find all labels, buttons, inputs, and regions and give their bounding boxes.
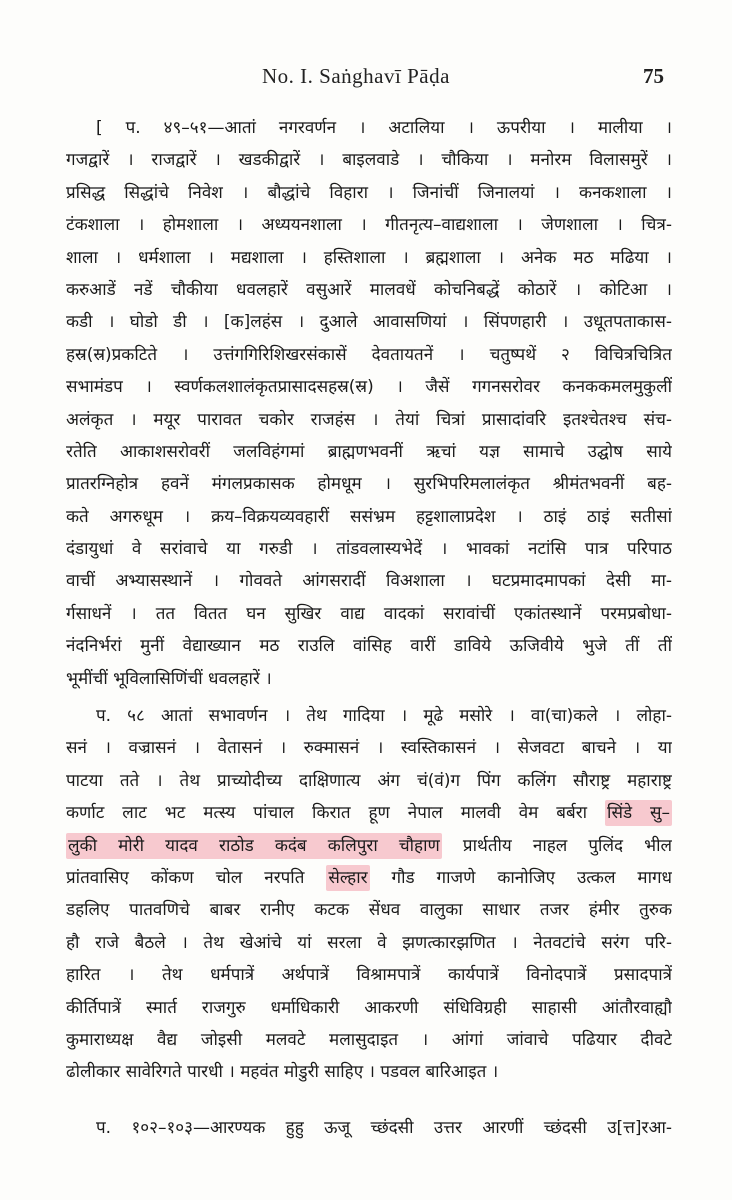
highlighted-text: सिंडे सु– bbox=[605, 800, 672, 826]
text-line: कते अगरुधूम । क्रय–विक्रयव्यवहारीं ससंभ्रम हट्टशालाप्रदेश । ठाइं ठाइं सतीसां bbox=[66, 506, 672, 527]
text-line: र्गसाधनें । तत वितत घन सुखिर वाद्य वादकां सरावांचीं एकांतस्थानें परमप्रबोधा- bbox=[66, 603, 672, 624]
paragraph-assembly-description bbox=[66, 700, 672, 1089]
text-segment: गौड गाजणे कानोजिए उत्कल मागध bbox=[369, 867, 672, 888]
text-segment: कर्णाट लाट भट मत्स्य पांचाल किरात हूण नेपाल मालवी वेम बर्बरा bbox=[66, 803, 606, 824]
text-line: वाचीं अभ्यासस्थानें । गोववते आंगसरादीं विअशाला । घटप्रमादमापकां देसी मा- bbox=[66, 571, 672, 592]
page-number: 75 bbox=[643, 64, 664, 88]
text-line: ढोलीकार सावेरिगते पारधी । महवंत मोडुरी साहिए । पडवल बारिआइत । bbox=[66, 1062, 499, 1083]
text-line: सभामंडप । स्वर्णकलशालंकृतप्रासादसहस्र(स्र) । जैसें गगनसरोवर कनककमलमुकुलीं bbox=[66, 377, 672, 398]
paragraph-city-description bbox=[66, 112, 672, 695]
text-line: गजद्वारें । राजद्वारें । खडकीद्वारें । बाइलवाडे । चौकिया । मनोरम विलासमुरें । bbox=[66, 150, 672, 171]
text-segment: प्रार्थतीय नाहल पुलिंद भील bbox=[441, 835, 672, 856]
text-line: भूमींचीं भूविलासिणिंचीं धवलहारें । bbox=[66, 668, 272, 689]
highlighted-text: लुकी मोरी यादव राठोड कदंब कलिपुरा चौहाण bbox=[66, 833, 442, 859]
paragraph-forest-description bbox=[66, 1112, 672, 1144]
text-line: कुमाराध्यक्ष वैद्य जोइसी मलवटे मलासुदाइत । आंगां जांवाचे पढियार दीवटे bbox=[66, 1029, 672, 1050]
text-line: रतेति आकाशसरोवरीं जलविहंगमां ब्राह्मणभवनीं ऋचां यज्ञ सामाचे उद्घोष साये bbox=[66, 441, 672, 462]
text-line: डहलिए पातवणिचे बाबर रानीए कटक सेंधव वालुका साधार तजर हंमीर तुरुक bbox=[66, 900, 672, 921]
text-line: प. १०२–१०३—आरण्यक हुहु ऊजू च्छंदसी उत्तर आरणीं च्छंदसी उ[त्त]रआ- bbox=[96, 1118, 672, 1138]
text-line: दंडायुधां वे सरांवाचे या गरुडी । तांडवलास्यभेदें । भावकां नटांसि पात्र परिपाठ bbox=[66, 539, 672, 560]
text-line: टंकशाला । होमशाला । अध्ययनशाला । गीतनृत्य–वाद्यशाला । जेणशाला । चित्र- bbox=[66, 215, 672, 236]
text-line: प्रसिद्ध सिद्धांचे निवेश । बौद्धांचे विहारा । जिनांचीं जिनालयां । कनकशाला । bbox=[66, 182, 672, 203]
text-line bbox=[66, 862, 672, 894]
text-line: करुआडें नडें चौकीया धवलहारें वसुआरें मालवधें कोचनिबद्धें कोठारें । कोटिआ । bbox=[66, 279, 672, 300]
text-line: हौ राजे बैठले । तेथ खेआंचे यां सरला वे झणत्कारझणित । नेतवटांचे सरंग परि- bbox=[66, 932, 672, 953]
text-line: अलंकृत । मयूर पारावत चकोर राजहंस । तेयां चित्रां प्रासादांवरि इतश्चेतश्च संच- bbox=[66, 409, 672, 430]
text-line: पाटया तते । तेथ प्राच्योदीच्य दाक्षिणात्य अंग चं(वं)ग पिंग कलिंग सौराष्ट्र महाराष्ट्र bbox=[66, 770, 672, 791]
running-head bbox=[0, 64, 732, 94]
highlighted-text: सेल्हार bbox=[326, 865, 369, 891]
text-line: सनं । वज्रासनं । वेतासनं । रुक्मासनं । स्वस्तिकासनं । सेजवटा बाचने । या bbox=[66, 738, 672, 759]
text-line: हस्र(स्र)प्रकटिते । उत्तंगगिरिशिखरसंकासें देवतायतनें । चतुष्पथें २ विचित्रचित्रित bbox=[66, 344, 672, 365]
text-line bbox=[66, 797, 672, 829]
text-segment: प्रांतवासिए कोंकण चोल नरपति bbox=[66, 867, 327, 888]
text-line bbox=[66, 830, 672, 862]
text-line: प. ५८ आतां सभावर्णन । तेथ गादिया । मूढे मसोरे । वा(चा)कले । लोहा- bbox=[96, 706, 672, 726]
text-line: कीर्तिपात्रें स्मार्त राजगुरु धर्माधिकारी आकरणी संधिविग्रही साहासी आंतौरवाह्यौ bbox=[66, 997, 672, 1018]
text-line: शाला । धर्मशाला । मद्यशाला । हस्तिशाला । ब्रह्मशाला । अनेक मठ मढिया । bbox=[66, 247, 672, 268]
text-line: कडी । घोडो डी । [क]लहंस । दुआले आवासणियां । सिंपणहारी । उधूतपताकास- bbox=[66, 312, 672, 333]
text-line: नंदनिर्भरां मुनीं वेद्याख्यान मठ राउलि वांसिह वारीं डाविये ऊजिवीये भुजे तीं तीं bbox=[66, 636, 672, 657]
text-line: [ प. ४९–५१—आतां नगरवर्णन । अटालिया । ऊपरीया । मालीया । bbox=[96, 118, 672, 138]
running-title: No. I. Saṅghavī Pāḍa bbox=[262, 64, 450, 88]
text-line: हारित । तेथ धर्मपात्रें अर्थपात्रें विश्रामपात्रें कार्यपात्रें विनोदपात्रें प्रसादपात्रें bbox=[66, 965, 672, 986]
text-line: प्रातरग्निहोत्र हवनें मंगलप्रकासक होमधूम । सुरभिपरिमलालंकृत श्रीमंतभवनीं बह- bbox=[66, 474, 672, 495]
